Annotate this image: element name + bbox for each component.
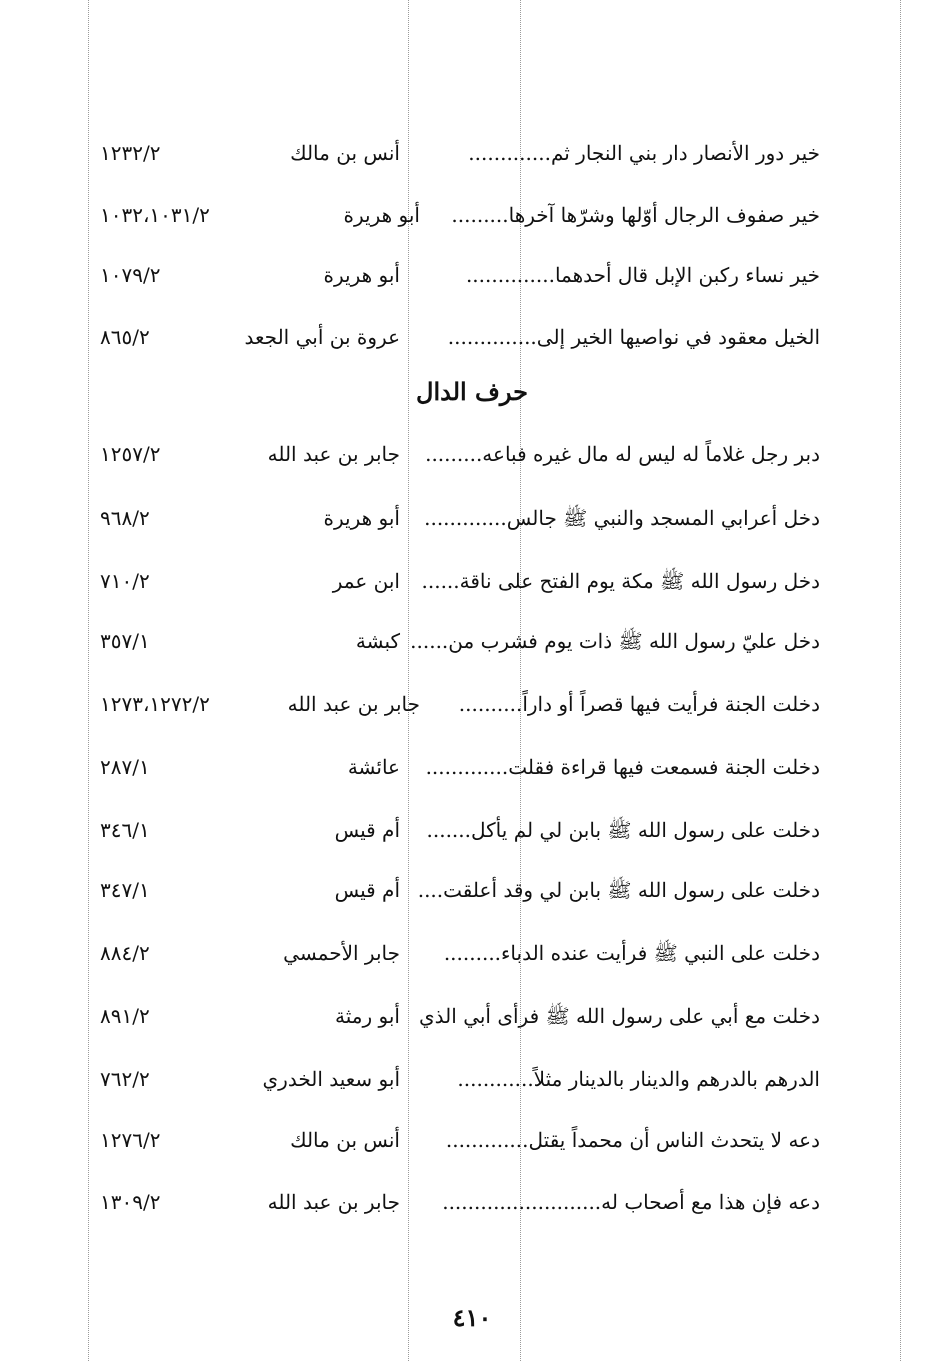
hadith-text: دخل عليّ رسول الله ﷺ ذات يوم فشرب من...... bbox=[410, 629, 820, 653]
volume-page-ref: ١٠٣٢،١٠٣١/٢ bbox=[100, 203, 210, 227]
index-entry bbox=[100, 872, 820, 908]
volume-page-ref: ٨٨٤/٢ bbox=[100, 941, 150, 965]
index-entry bbox=[100, 1061, 820, 1097]
narrator-name: عروة بن أبي الجعد bbox=[244, 325, 400, 349]
hadith-text: خير دور الأنصار دار بني النجار ثم............. bbox=[468, 141, 820, 165]
volume-page-ref: ٢٨٧/١ bbox=[100, 755, 150, 779]
hadith-text: خير نساء ركبن الإبل قال أحدهما.............. bbox=[465, 263, 820, 287]
page-number: ٤١٠ bbox=[452, 1303, 492, 1332]
volume-page-ref: ٣٥٧/١ bbox=[100, 629, 150, 653]
narrator-name: أم قيس bbox=[334, 818, 400, 842]
hadith-text: دخلت على النبي ﷺ فرأيت عنده الدباء......... bbox=[443, 941, 820, 965]
narrator-name: جابر بن عبد الله bbox=[287, 692, 420, 716]
section-heading: حرف الدال bbox=[416, 377, 528, 406]
volume-page-ref: ١٢٣٢/٢ bbox=[100, 141, 161, 165]
scan-artifact-line bbox=[900, 0, 901, 1361]
volume-page-ref: ٣٤٦/١ bbox=[100, 818, 150, 842]
hadith-text: دخل رسول الله ﷺ مكة يوم الفتح على ناقة...... bbox=[421, 569, 820, 593]
hadith-text: دعه لا يتحدث الناس أن محمداً يقتل............. bbox=[445, 1128, 820, 1152]
volume-page-ref: ٨٦٥/٢ bbox=[100, 325, 150, 349]
volume-page-ref: ٧٦٢/٢ bbox=[100, 1067, 150, 1091]
narrator-name: كبشة bbox=[355, 629, 400, 653]
narrator-name: عائشة bbox=[347, 755, 400, 779]
volume-page-ref: ١٢٥٧/٢ bbox=[100, 442, 161, 466]
hadith-text: خير صفوف الرجال أوّلها وشرّها آخرها......... bbox=[451, 203, 820, 227]
hadith-text: دخلت الجنة فسمعت فيها قراءة فقلت............. bbox=[425, 755, 820, 779]
hadith-text: دخلت على رسول الله ﷺ بابن لي لم يأكل....... bbox=[426, 818, 820, 842]
volume-page-ref: ٨٩١/٢ bbox=[100, 1004, 150, 1028]
narrator-name: أبو رمثة bbox=[335, 1004, 400, 1028]
index-entry bbox=[100, 257, 820, 293]
hadith-text: دخلت الجنة فرأيت فيها قصراً أو داراً.......... bbox=[458, 692, 820, 716]
narrator-name: أبو سعيد الخدري bbox=[262, 1067, 400, 1091]
index-entry bbox=[100, 436, 820, 472]
index-entry bbox=[100, 563, 820, 599]
index-entry bbox=[100, 749, 820, 785]
narrator-name: أنس بن مالك bbox=[290, 141, 400, 165]
narrator-name: جابر بن عبد الله bbox=[267, 442, 400, 466]
hadith-text: دخلت مع أبي على رسول الله ﷺ فرأى أبي الذي bbox=[419, 1004, 820, 1028]
hadith-text: دعه فإن هذا مع أصحاب له......................... bbox=[442, 1190, 820, 1214]
index-entry bbox=[100, 135, 820, 171]
index-entry bbox=[100, 686, 820, 722]
index-entry bbox=[100, 812, 820, 848]
narrator-name: جابر بن عبد الله bbox=[267, 1190, 400, 1214]
scan-artifact-line bbox=[88, 0, 89, 1361]
hadith-text: الخيل معقود في نواصيها الخير إلى.............. bbox=[447, 325, 820, 349]
index-entry bbox=[100, 1184, 820, 1220]
index-entry bbox=[100, 1122, 820, 1158]
volume-page-ref: ١٢٧٦/٢ bbox=[100, 1128, 161, 1152]
hadith-text: دخلت على رسول الله ﷺ بابن لي وقد أعلقت.... bbox=[417, 878, 820, 902]
hadith-text: دخل أعرابي المسجد والنبي ﷺ جالس............. bbox=[424, 506, 820, 530]
narrator-name: أنس بن مالك bbox=[290, 1128, 400, 1152]
narrator-name: أبو هريرة bbox=[343, 203, 420, 227]
index-entry bbox=[100, 319, 820, 355]
volume-page-ref: ٣٤٧/١ bbox=[100, 878, 150, 902]
hadith-text: دبر رجل غلاماً له ليس له مال غيره فباعه......... bbox=[425, 442, 820, 466]
volume-page-ref: ٩٦٨/٢ bbox=[100, 506, 150, 530]
index-entry bbox=[100, 935, 820, 971]
volume-page-ref: ١٠٧٩/٢ bbox=[100, 263, 161, 287]
volume-page-ref: ١٣٠٩/٢ bbox=[100, 1190, 161, 1214]
narrator-name: أبو هريرة bbox=[323, 263, 400, 287]
index-entry bbox=[100, 500, 820, 536]
hadith-text: الدرهم بالدرهم والدينار بالدينار مثلاً............ bbox=[457, 1067, 820, 1091]
index-entry bbox=[100, 197, 820, 233]
narrator-name: ابن عمر bbox=[332, 569, 400, 593]
narrator-name: أبو هريرة bbox=[323, 506, 400, 530]
narrator-name: أم قيس bbox=[334, 878, 400, 902]
volume-page-ref: ٧١٠/٢ bbox=[100, 569, 150, 593]
narrator-name: جابر الأحمسي bbox=[283, 941, 400, 965]
index-entry bbox=[100, 998, 820, 1034]
volume-page-ref: ١٢٧٣،١٢٧٢/٢ bbox=[100, 692, 210, 716]
index-entry bbox=[100, 623, 820, 659]
